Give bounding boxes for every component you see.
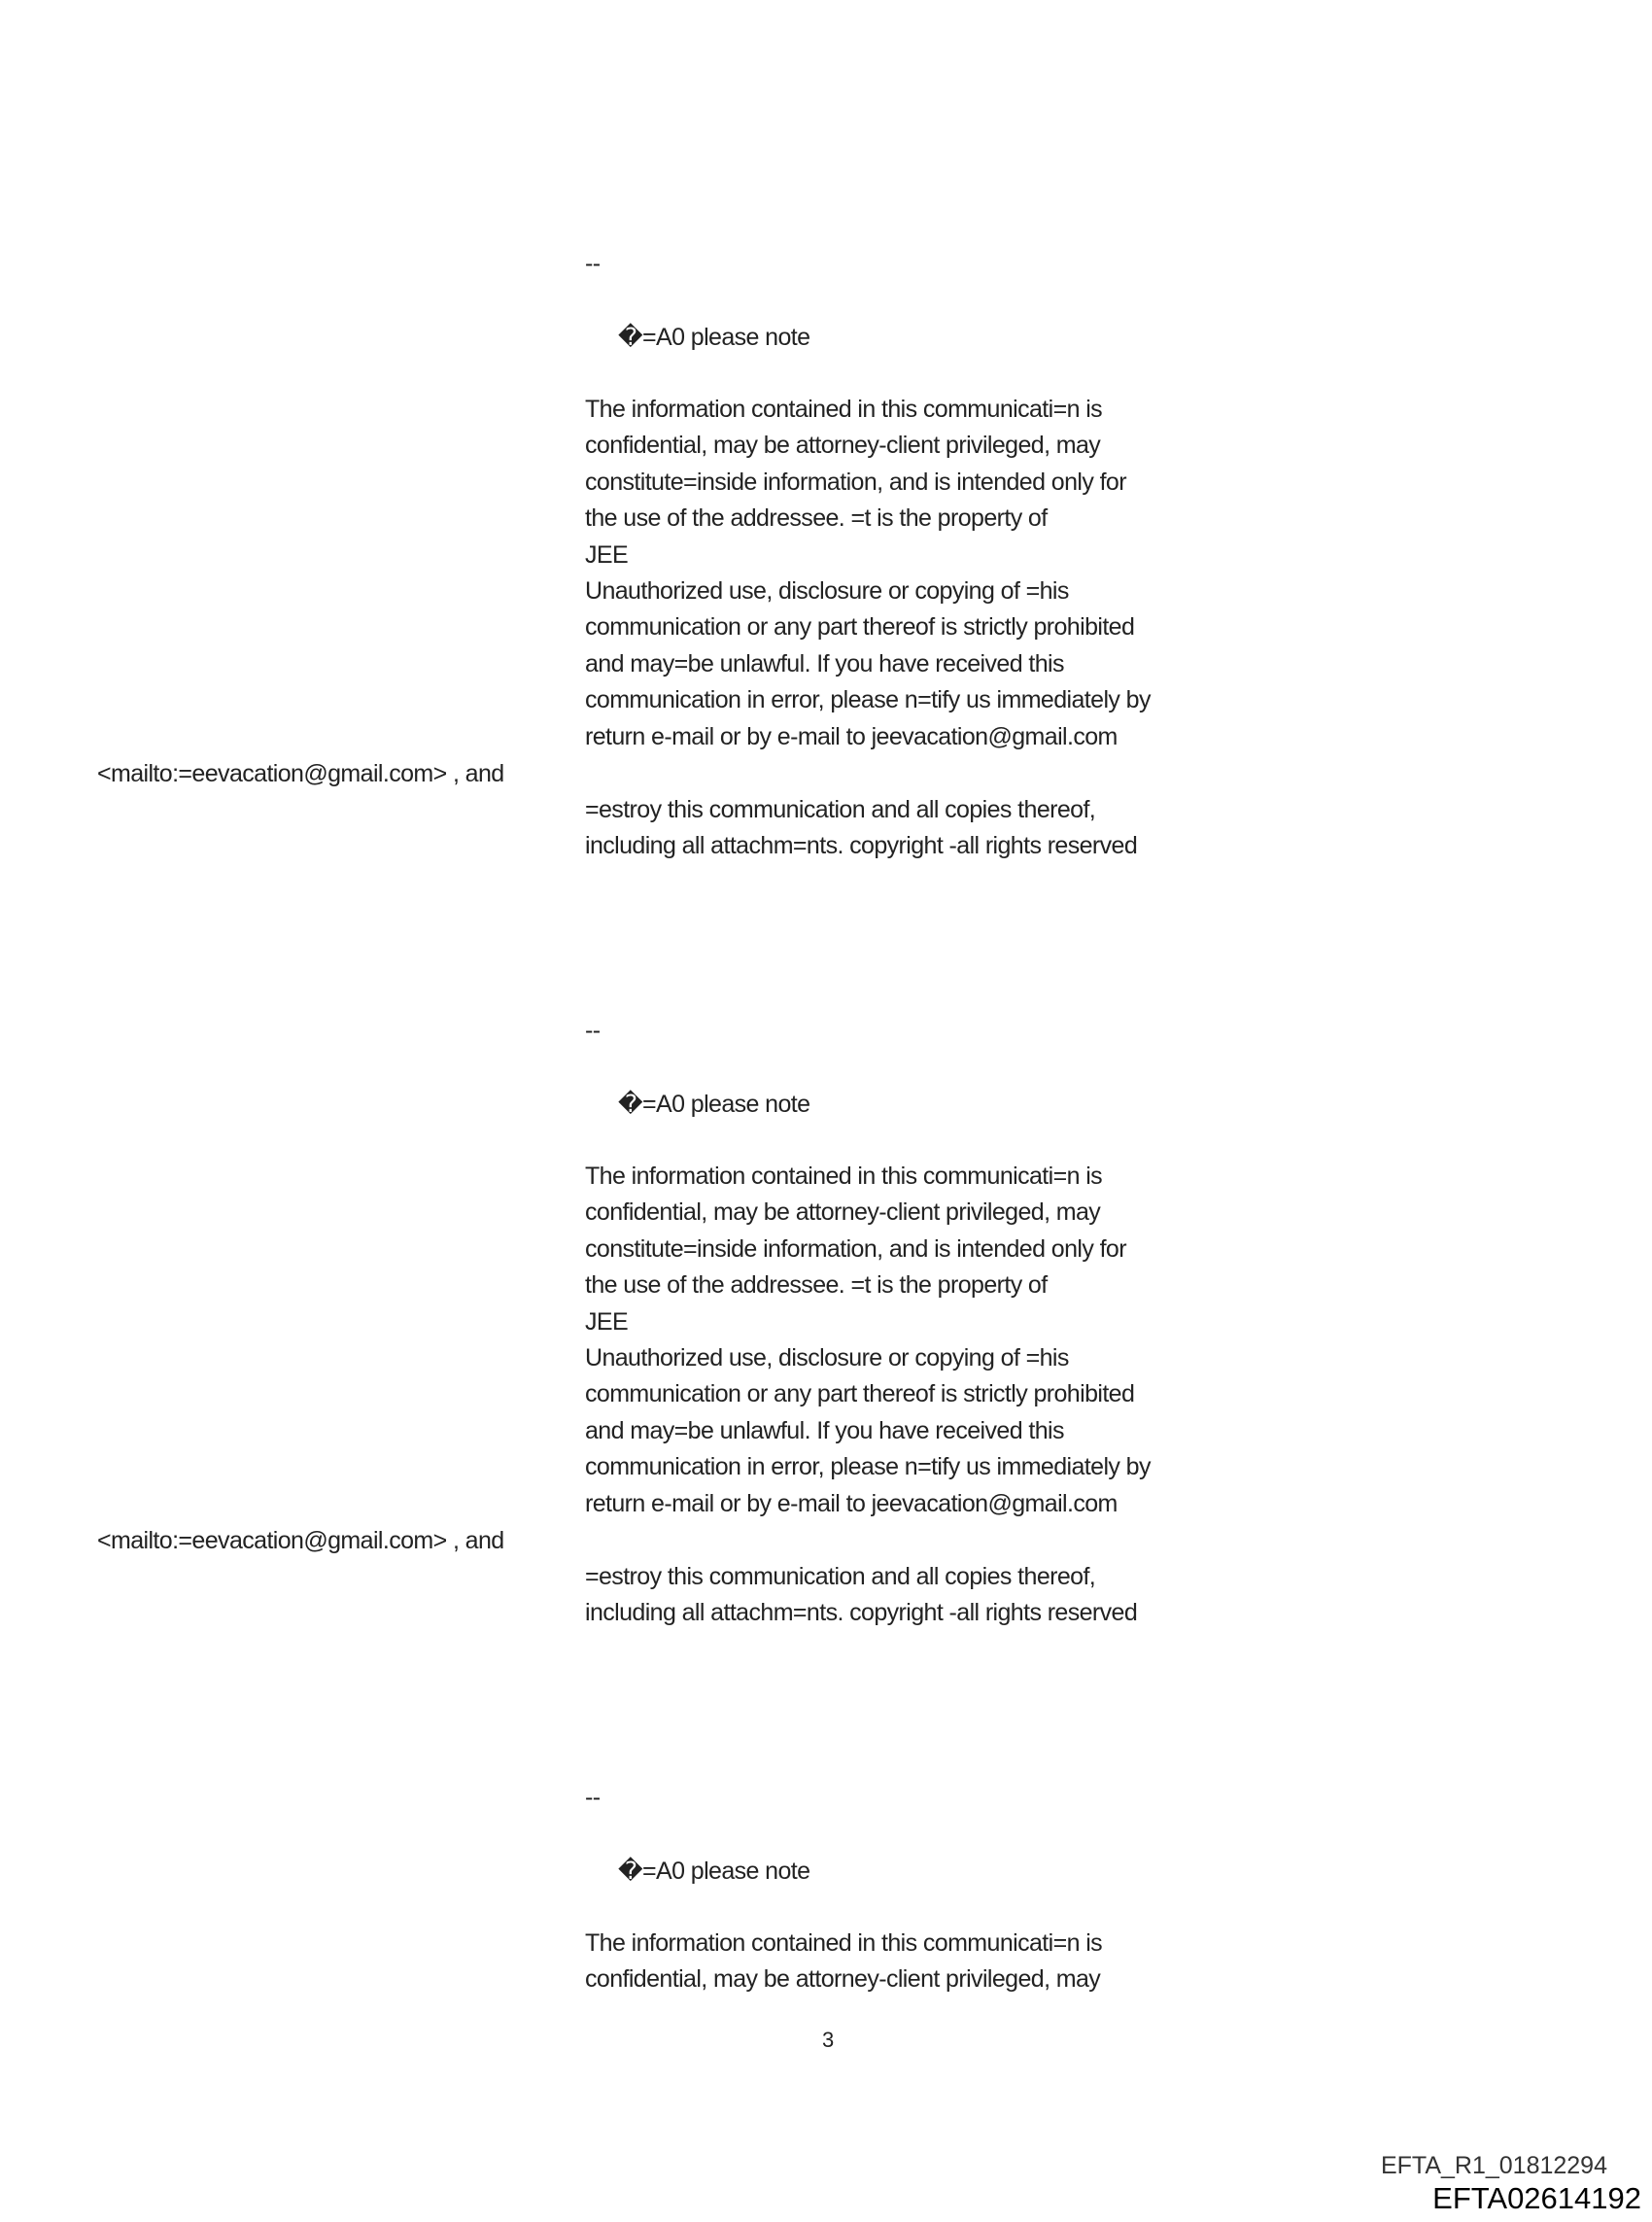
disclaimer-line: constitute=inside information, and is intended only for: [585, 468, 1126, 496]
please-note-heading: �=A0 please note: [618, 1091, 810, 1118]
disclaimer-line: =estroy this communication and all copies thereof,: [585, 796, 1096, 823]
disclaimer-line: communication or any part thereof is strictly prohibited: [585, 1380, 1135, 1408]
disclaimer-line: Unauthorized use, disclosure or copying of =his: [585, 1344, 1069, 1371]
disclaimer-line: JEE: [585, 1307, 629, 1336]
bates-stamp-r1: EFTA_R1_01812294: [1380, 2152, 1607, 2179]
disclaimer-line: return e-mail or by e-mail to jeevacation@gmail.com: [585, 1489, 1118, 1517]
separator: --: [585, 1784, 601, 1811]
disclaimer-line: confidential, may be attorney-client privileged, may: [585, 432, 1101, 460]
bates-stamp: EFTA02614192: [1432, 2181, 1641, 2215]
disclaimer-line: communication in error, please n=tify us immediately by: [585, 1453, 1151, 1481]
mailto-line: <mailto:=eevacation@gmail.com> , and: [97, 760, 504, 787]
disclaimer-line: The information contained in this communicati=n is: [585, 1929, 1103, 1957]
separator: --: [585, 1017, 601, 1044]
please-note-heading: �=A0 please note: [618, 324, 810, 351]
disclaimer-line: JEE: [585, 540, 629, 569]
disclaimer-line: and may=be unlawful. If you have received this: [585, 649, 1064, 677]
disclaimer-line: the use of the addressee. =t is the property of: [585, 504, 1048, 533]
disclaimer-line: the use of the addressee. =t is the property of: [585, 1271, 1048, 1300]
disclaimer-line: Unauthorized use, disclosure or copying of =his: [585, 577, 1069, 605]
disclaimer-line: and may=be unlawful. If you have received this: [585, 1416, 1064, 1444]
disclaimer-line: confidential, may be attorney-client privileged, may: [585, 1198, 1101, 1227]
mailto-line: <mailto:=eevacation@gmail.com> , and: [97, 1527, 504, 1554]
disclaimer-line: The information contained in this communicati=n is: [585, 1163, 1103, 1190]
disclaimer-line: The information contained in this communicati=n is: [585, 396, 1103, 423]
disclaimer-line: communication in error, please n=tify us immediately by: [585, 686, 1151, 714]
disclaimer-line: communication or any part thereof is strictly prohibited: [585, 613, 1135, 642]
disclaimer-line: return e-mail or by e-mail to jeevacation@gmail.com: [585, 722, 1118, 750]
page-number: 3: [822, 2028, 835, 2052]
please-note-heading: �=A0 please note: [618, 1857, 810, 1885]
disclaimer-line: including all attachm=nts. copyright -all rights reserved: [585, 1599, 1138, 1627]
disclaimer-line: including all attachm=nts. copyright -all rights reserved: [585, 832, 1138, 860]
disclaimer-line: confidential, may be attorney-client privileged, may: [585, 1965, 1101, 1994]
disclaimer-line: constitute=inside information, and is intended only for: [585, 1234, 1126, 1263]
disclaimer-line: =estroy this communication and all copies thereof,: [585, 1563, 1096, 1590]
separator: --: [585, 250, 601, 277]
